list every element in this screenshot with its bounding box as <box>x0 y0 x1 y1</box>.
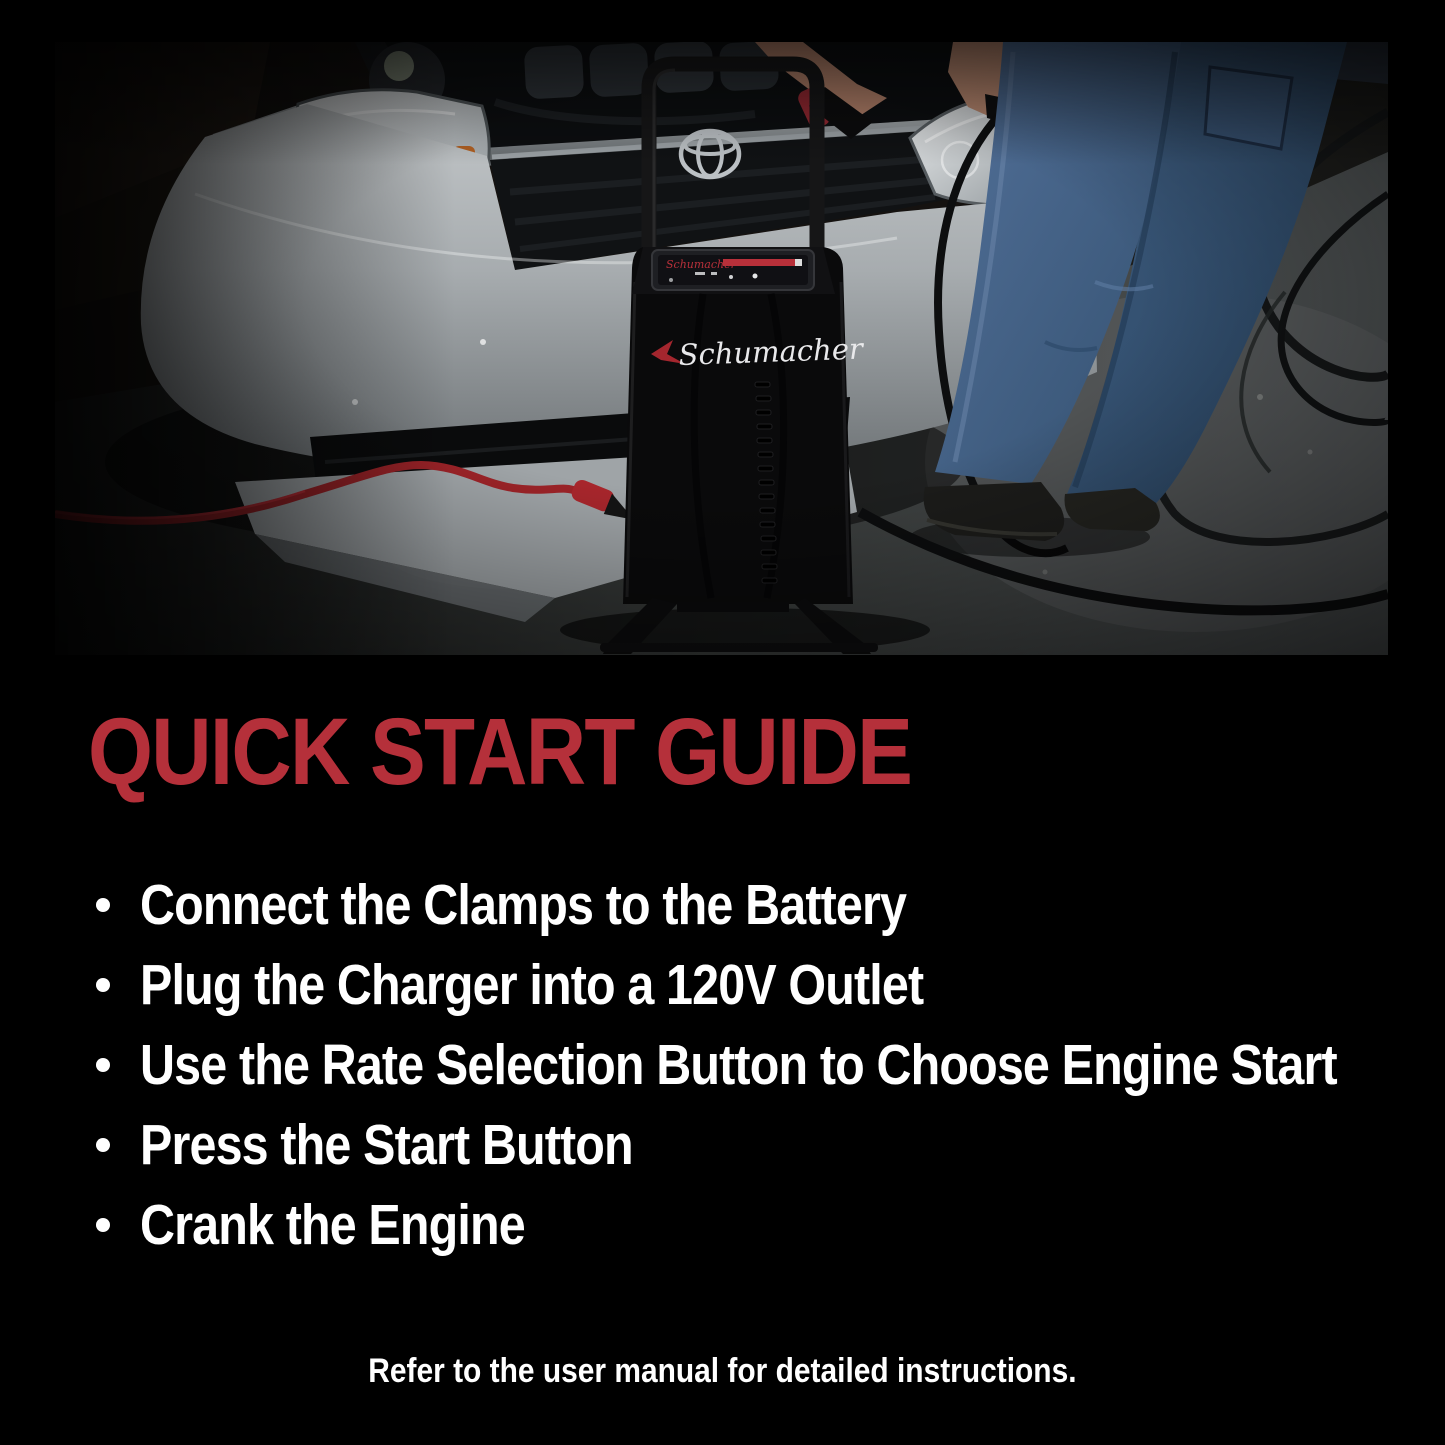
list-item <box>0 1025 1445 1105</box>
bullet-icon <box>96 1058 110 1072</box>
footer-note <box>0 1352 1445 1391</box>
hero-photo <box>55 42 1388 655</box>
hero-photo-illustration <box>55 42 1388 655</box>
bullet-icon <box>96 1138 110 1152</box>
vignette <box>55 42 1388 655</box>
list-item <box>0 1105 1445 1185</box>
steps-list <box>0 865 1445 1265</box>
list-item <box>0 865 1445 945</box>
list-item <box>0 1185 1445 1265</box>
step-label: Connect the Clamps to the Battery <box>140 873 907 937</box>
footer-note-text: Refer to the user manual for detailed instructions. <box>368 1352 1077 1390</box>
page-title-text: QUICK START GUIDE <box>88 699 912 805</box>
step-label: Press the Start Button <box>140 1113 633 1177</box>
list-item <box>0 945 1445 1025</box>
bullet-icon <box>96 1218 110 1232</box>
bullet-icon <box>96 978 110 992</box>
step-label: Use the Rate Selection Button to Choose Engine Start <box>140 1033 1337 1097</box>
step-label: Plug the Charger into a 120V Outlet <box>140 953 924 1017</box>
bullet-icon <box>96 898 110 912</box>
page-title <box>88 699 1023 805</box>
step-label: Crank the Engine <box>140 1193 525 1257</box>
